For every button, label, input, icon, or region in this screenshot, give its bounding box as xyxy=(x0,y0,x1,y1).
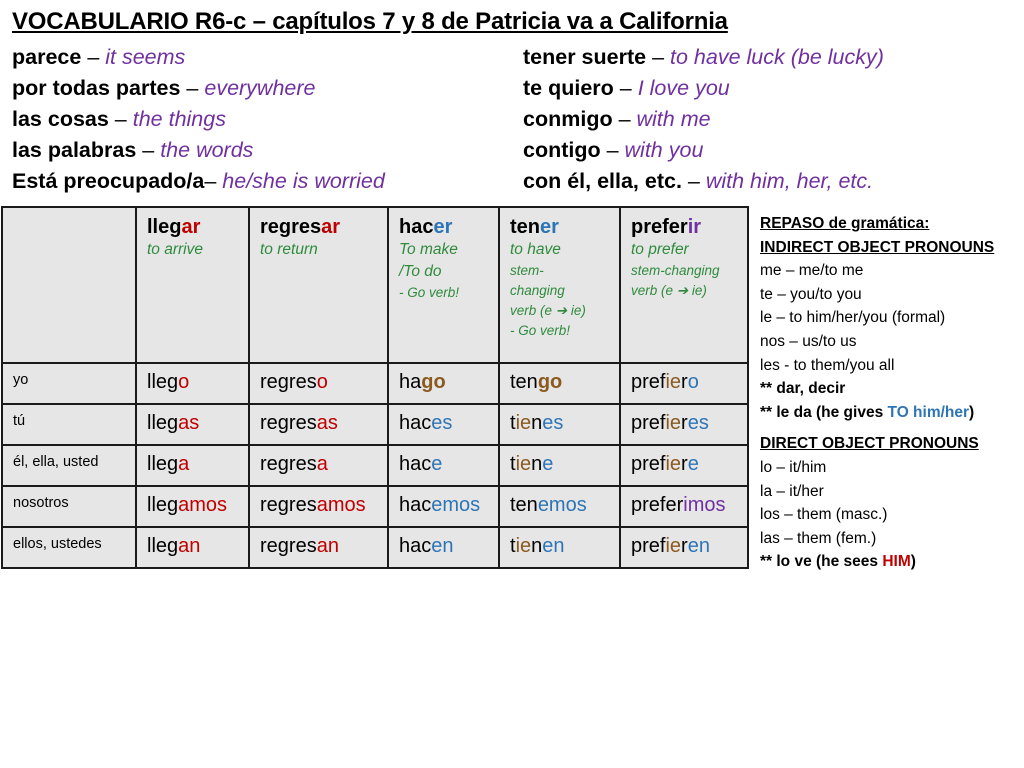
verb-header-hacer: hacer To make /To do - Go verb! xyxy=(388,207,499,363)
vocab-list-left xyxy=(12,42,385,197)
table-row xyxy=(2,445,748,486)
conjugated-form: regresa xyxy=(249,445,388,486)
conjugated-form: hace xyxy=(388,445,499,486)
conjugated-form: hacemos xyxy=(388,486,499,527)
conjugated-form: llegamos xyxy=(136,486,249,527)
list-item: me – me/to me xyxy=(760,262,864,280)
right-arrow-icon: ➔ xyxy=(676,283,689,298)
conjugated-form: tienes xyxy=(499,404,620,445)
conjugated-form: tengo xyxy=(499,363,620,404)
review-heading: REPASO de gramática: xyxy=(760,215,930,232)
table-row xyxy=(2,527,748,568)
subject-pronoun: ellos, ustedes xyxy=(2,527,136,568)
conjugated-form: haces xyxy=(388,404,499,445)
do-example: ** lo ve (he sees HIM) xyxy=(760,553,916,571)
table-row xyxy=(2,486,748,527)
vocab-item: contigo – with you xyxy=(523,138,704,162)
list-item: te – you/to you xyxy=(760,285,862,303)
conjugated-form: tiene xyxy=(499,445,620,486)
vocab-item: te quiero – I love you xyxy=(523,76,730,100)
conjugated-form: regreso xyxy=(249,363,388,404)
conjugated-form: regresan xyxy=(249,527,388,568)
verb-header-preferir: preferir to prefer stem-changing verb (e ➔ ie) xyxy=(620,207,748,363)
conjugated-form: hago xyxy=(388,363,499,404)
direct-object-heading: DIRECT OBJECT PRONOUNS xyxy=(760,435,979,453)
list-item: le – to him/her/you (formal) xyxy=(760,309,946,327)
conjugated-form: tenemos xyxy=(499,486,620,527)
conjugated-form: tienen xyxy=(499,527,620,568)
verb-header-regresar: regresar to return xyxy=(249,207,388,363)
subject-pronoun: nosotros xyxy=(2,486,136,527)
indirect-object-heading: INDIRECT OBJECT PRONOUNS xyxy=(760,238,995,256)
conjugated-form: prefieren xyxy=(620,527,748,568)
conjugated-form: regresas xyxy=(249,404,388,445)
list-item: lo – it/him xyxy=(760,458,827,476)
list-item: las – them (fem.) xyxy=(760,529,877,547)
vocab-item: con él, ella, etc. – with him, her, etc. xyxy=(523,169,874,193)
conjugation-table xyxy=(1,206,749,569)
conjugated-form: preferimos xyxy=(620,486,748,527)
vocab-item: tener suerte – to have luck (be lucky) xyxy=(523,45,884,69)
table-row xyxy=(2,363,748,404)
conjugated-form: llegas xyxy=(136,404,249,445)
conjugated-form: regresamos xyxy=(249,486,388,527)
list-item: la – it/her xyxy=(760,482,824,500)
conjugated-form: prefiero xyxy=(620,363,748,404)
right-arrow-icon: ➔ xyxy=(555,303,568,318)
conjugated-form: hacen xyxy=(388,527,499,568)
page-title: VOCABULARIO R6-c – capítulos 7 y 8 de Patricia va a California xyxy=(12,8,728,35)
vocab-item: conmigo – with me xyxy=(523,107,711,131)
subject-pronoun: yo xyxy=(2,363,136,404)
conjugated-form: llego xyxy=(136,363,249,404)
table-corner-cell xyxy=(2,207,136,363)
table-header-row xyxy=(2,207,748,363)
verb-header-llegar: llegar to arrive xyxy=(136,207,249,363)
grammar-review-panel xyxy=(760,212,994,574)
conjugated-form: llegan xyxy=(136,527,249,568)
list-item: nos – us/to us xyxy=(760,332,857,350)
subject-pronoun: él, ella, usted xyxy=(2,445,136,486)
vocab-list-right xyxy=(523,42,884,197)
conjugated-form: prefiere xyxy=(620,445,748,486)
conjugated-form: prefieres xyxy=(620,404,748,445)
vocab-item: por todas partes – everywhere xyxy=(12,76,316,100)
table-row xyxy=(2,404,748,445)
io-note: ** dar, decir xyxy=(760,380,846,398)
conjugated-form: llega xyxy=(136,445,249,486)
list-item: los – them (masc.) xyxy=(760,506,888,524)
verb-header-tener: tener to have stem- changing verb (e ➔ ie) - Go verb! xyxy=(499,207,620,363)
io-example: ** le da (he gives TO him/her) xyxy=(760,403,975,421)
vocab-item: las cosas – the things xyxy=(12,107,226,131)
list-item: les - to them/you all xyxy=(760,356,895,374)
vocab-item: parece – it seems xyxy=(12,45,186,69)
vocab-item: Está preocupado/a– he/she is worried xyxy=(12,169,385,193)
subject-pronoun: tú xyxy=(2,404,136,445)
vocab-item: las palabras – the words xyxy=(12,138,254,162)
